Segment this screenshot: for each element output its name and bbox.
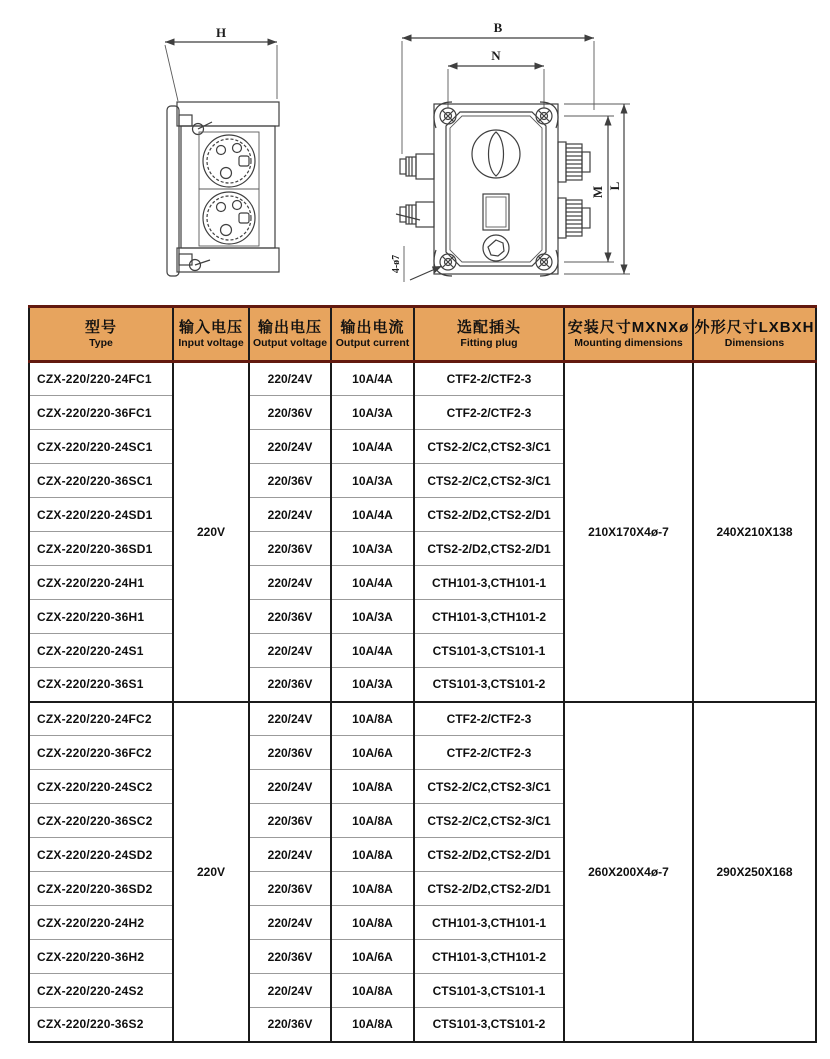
spec-table [28, 305, 817, 1043]
cell-output-voltage: 220/36V [249, 668, 331, 702]
cell-fitting-plug: CTS101-3,CTS101-1 [414, 634, 564, 668]
cell-output-voltage: 220/36V [249, 804, 331, 838]
cell-fitting-plug: CTS2-2/D2,CTS2-2/D1 [414, 872, 564, 906]
cell-fitting-plug: CTF2-2/CTF2-3 [414, 702, 564, 736]
cell-fitting-plug: CTS2-2/C2,CTS2-3/C1 [414, 430, 564, 464]
cell-fitting-plug: CTS2-2/D2,CTS2-2/D1 [414, 498, 564, 532]
cell-fitting-plug: CTF2-2/CTF2-3 [414, 396, 564, 430]
cell-output-voltage: 220/36V [249, 1008, 331, 1042]
cell-output-current: 10A/8A [331, 906, 414, 940]
header-fitting-plug-en: Fitting plug [460, 337, 518, 349]
cell-output-voltage: 220/24V [249, 566, 331, 600]
cell-fitting-plug: CTS2-2/C2,CTS2-3/C1 [414, 804, 564, 838]
cell-output-voltage: 220/24V [249, 770, 331, 804]
cell-type: CZX-220/220-36SC1 [29, 464, 173, 498]
cell-output-current: 10A/3A [331, 396, 414, 430]
cell-fitting-plug: CTF2-2/CTF2-3 [414, 362, 564, 396]
cell-output-voltage: 220/36V [249, 736, 331, 770]
cell-type: CZX-220/220-24SD1 [29, 498, 173, 532]
header-row [29, 307, 816, 362]
cell-output-current: 10A/4A [331, 430, 414, 464]
header-mounting-zh: 安装尺寸MXNXø [567, 319, 690, 336]
cell-fitting-plug: CTH101-3,CTH101-1 [414, 566, 564, 600]
cell-output-voltage: 220/36V [249, 464, 331, 498]
dim-l-label: L [607, 181, 622, 191]
cell-output-current: 10A/8A [331, 838, 414, 872]
cell-type: CZX-220/220-36FC1 [29, 396, 173, 430]
header-type-en: Type [89, 337, 113, 349]
header-output-voltage [249, 307, 331, 362]
cell-output-voltage: 220/36V [249, 600, 331, 634]
cell-type: CZX-220/220-36S1 [29, 668, 173, 702]
cell-input-voltage: 220V [173, 702, 249, 1042]
cell-output-voltage: 220/36V [249, 532, 331, 566]
cell-type: CZX-220/220-36SC2 [29, 804, 173, 838]
header-fitting-plug [414, 307, 564, 362]
cell-type: CZX-220/220-24S2 [29, 974, 173, 1008]
cell-dimensions: 290X250X168 [693, 702, 816, 1042]
cell-output-voltage: 220/36V [249, 872, 331, 906]
header-type-zh: 型号 [84, 319, 117, 336]
cell-fitting-plug: CTH101-3,CTH101-2 [414, 600, 564, 634]
cell-output-current: 10A/8A [331, 872, 414, 906]
cell-output-voltage: 220/24V [249, 498, 331, 532]
cell-fitting-plug: CTS101-3,CTS101-1 [414, 974, 564, 1008]
cell-output-voltage: 220/36V [249, 940, 331, 974]
table-row [29, 702, 816, 736]
cell-type: CZX-220/220-24SC1 [29, 430, 173, 464]
cell-type: CZX-220/220-24FC2 [29, 702, 173, 736]
cell-output-voltage: 220/24V [249, 702, 331, 736]
cell-output-voltage: 220/24V [249, 838, 331, 872]
header-input-voltage-en: Input voltage [178, 337, 244, 349]
header-dimensions [693, 307, 816, 362]
cell-type: CZX-220/220-36S2 [29, 1008, 173, 1042]
cell-output-voltage: 220/24V [249, 906, 331, 940]
cell-mounting: 210X170X4ø-7 [564, 362, 693, 702]
side-view-drawing [141, 22, 321, 290]
header-fitting-plug-zh: 选配插头 [456, 319, 521, 336]
table-row [29, 362, 816, 396]
cell-fitting-plug: CTS2-2/D2,CTS2-2/D1 [414, 532, 564, 566]
cell-fitting-plug: CTS2-2/C2,CTS2-3/C1 [414, 464, 564, 498]
cell-fitting-plug: CTF2-2/CTF2-3 [414, 736, 564, 770]
dim-h-label: H [215, 25, 227, 40]
header-input-voltage-zh: 输入电压 [178, 319, 243, 336]
dim-n-label: N [491, 48, 501, 63]
cell-fitting-plug: CTH101-3,CTH101-2 [414, 940, 564, 974]
cell-type: CZX-220/220-24H1 [29, 566, 173, 600]
cell-fitting-plug: CTS2-2/D2,CTS2-2/D1 [414, 838, 564, 872]
cell-output-current: 10A/8A [331, 974, 414, 1008]
cell-output-current: 10A/8A [331, 1008, 414, 1042]
header-mounting [564, 307, 693, 362]
cell-output-current: 10A/8A [331, 702, 414, 736]
header-dimensions-zh: 外形尺寸LXBXH [694, 319, 815, 336]
cell-output-current: 10A/8A [331, 770, 414, 804]
dim-b-label: B [493, 20, 503, 35]
cell-output-current: 10A/3A [331, 464, 414, 498]
cell-type: CZX-220/220-36H2 [29, 940, 173, 974]
cell-output-current: 10A/4A [331, 362, 414, 396]
cell-fitting-plug: CTS101-3,CTS101-2 [414, 668, 564, 702]
cell-type: CZX-220/220-24S1 [29, 634, 173, 668]
cell-type: CZX-220/220-24FC1 [29, 362, 173, 396]
cell-input-voltage: 220V [173, 362, 249, 702]
cell-output-current: 10A/3A [331, 532, 414, 566]
cell-output-voltage: 220/24V [249, 430, 331, 464]
cell-output-voltage: 220/24V [249, 362, 331, 396]
cell-type: CZX-220/220-36H1 [29, 600, 173, 634]
cell-output-current: 10A/8A [331, 804, 414, 838]
cell-type: CZX-220/220-36FC2 [29, 736, 173, 770]
cell-fitting-plug: CTH101-3,CTH101-1 [414, 906, 564, 940]
header-output-current-zh: 输出电流 [340, 319, 405, 336]
header-dimensions-en: Dimensions [724, 337, 785, 349]
cell-output-current: 10A/4A [331, 634, 414, 668]
hole-callout-label: 4-ø7 [391, 254, 402, 274]
header-mounting-en: Mounting dimensions [574, 337, 683, 349]
dim-m-label: M [590, 185, 605, 199]
cell-output-current: 10A/4A [331, 498, 414, 532]
header-output-current-en: Output current [335, 337, 410, 349]
cell-mounting: 260X200X4ø-7 [564, 702, 693, 1042]
header-input-voltage [173, 307, 249, 362]
cell-output-voltage: 220/24V [249, 974, 331, 1008]
cell-type: CZX-220/220-24SC2 [29, 770, 173, 804]
header-output-current [331, 307, 414, 362]
cell-output-current: 10A/6A [331, 940, 414, 974]
cell-output-current: 10A/3A [331, 668, 414, 702]
cell-dimensions: 240X210X138 [693, 362, 816, 702]
cell-output-voltage: 220/36V [249, 396, 331, 430]
header-output-voltage-zh: 输出电压 [257, 319, 322, 336]
cell-type: CZX-220/220-24SD2 [29, 838, 173, 872]
front-view-drawing [386, 14, 638, 294]
cell-output-voltage: 220/24V [249, 634, 331, 668]
cell-output-current: 10A/6A [331, 736, 414, 770]
cell-fitting-plug: CTS2-2/C2,CTS2-3/C1 [414, 770, 564, 804]
cell-type: CZX-220/220-36SD2 [29, 872, 173, 906]
cell-fitting-plug: CTS101-3,CTS101-2 [414, 1008, 564, 1042]
cell-output-current: 10A/4A [331, 566, 414, 600]
header-output-voltage-en: Output voltage [252, 337, 328, 349]
cell-type: CZX-220/220-24H2 [29, 906, 173, 940]
cell-type: CZX-220/220-36SD1 [29, 532, 173, 566]
header-type [29, 307, 173, 362]
cell-output-current: 10A/3A [331, 600, 414, 634]
